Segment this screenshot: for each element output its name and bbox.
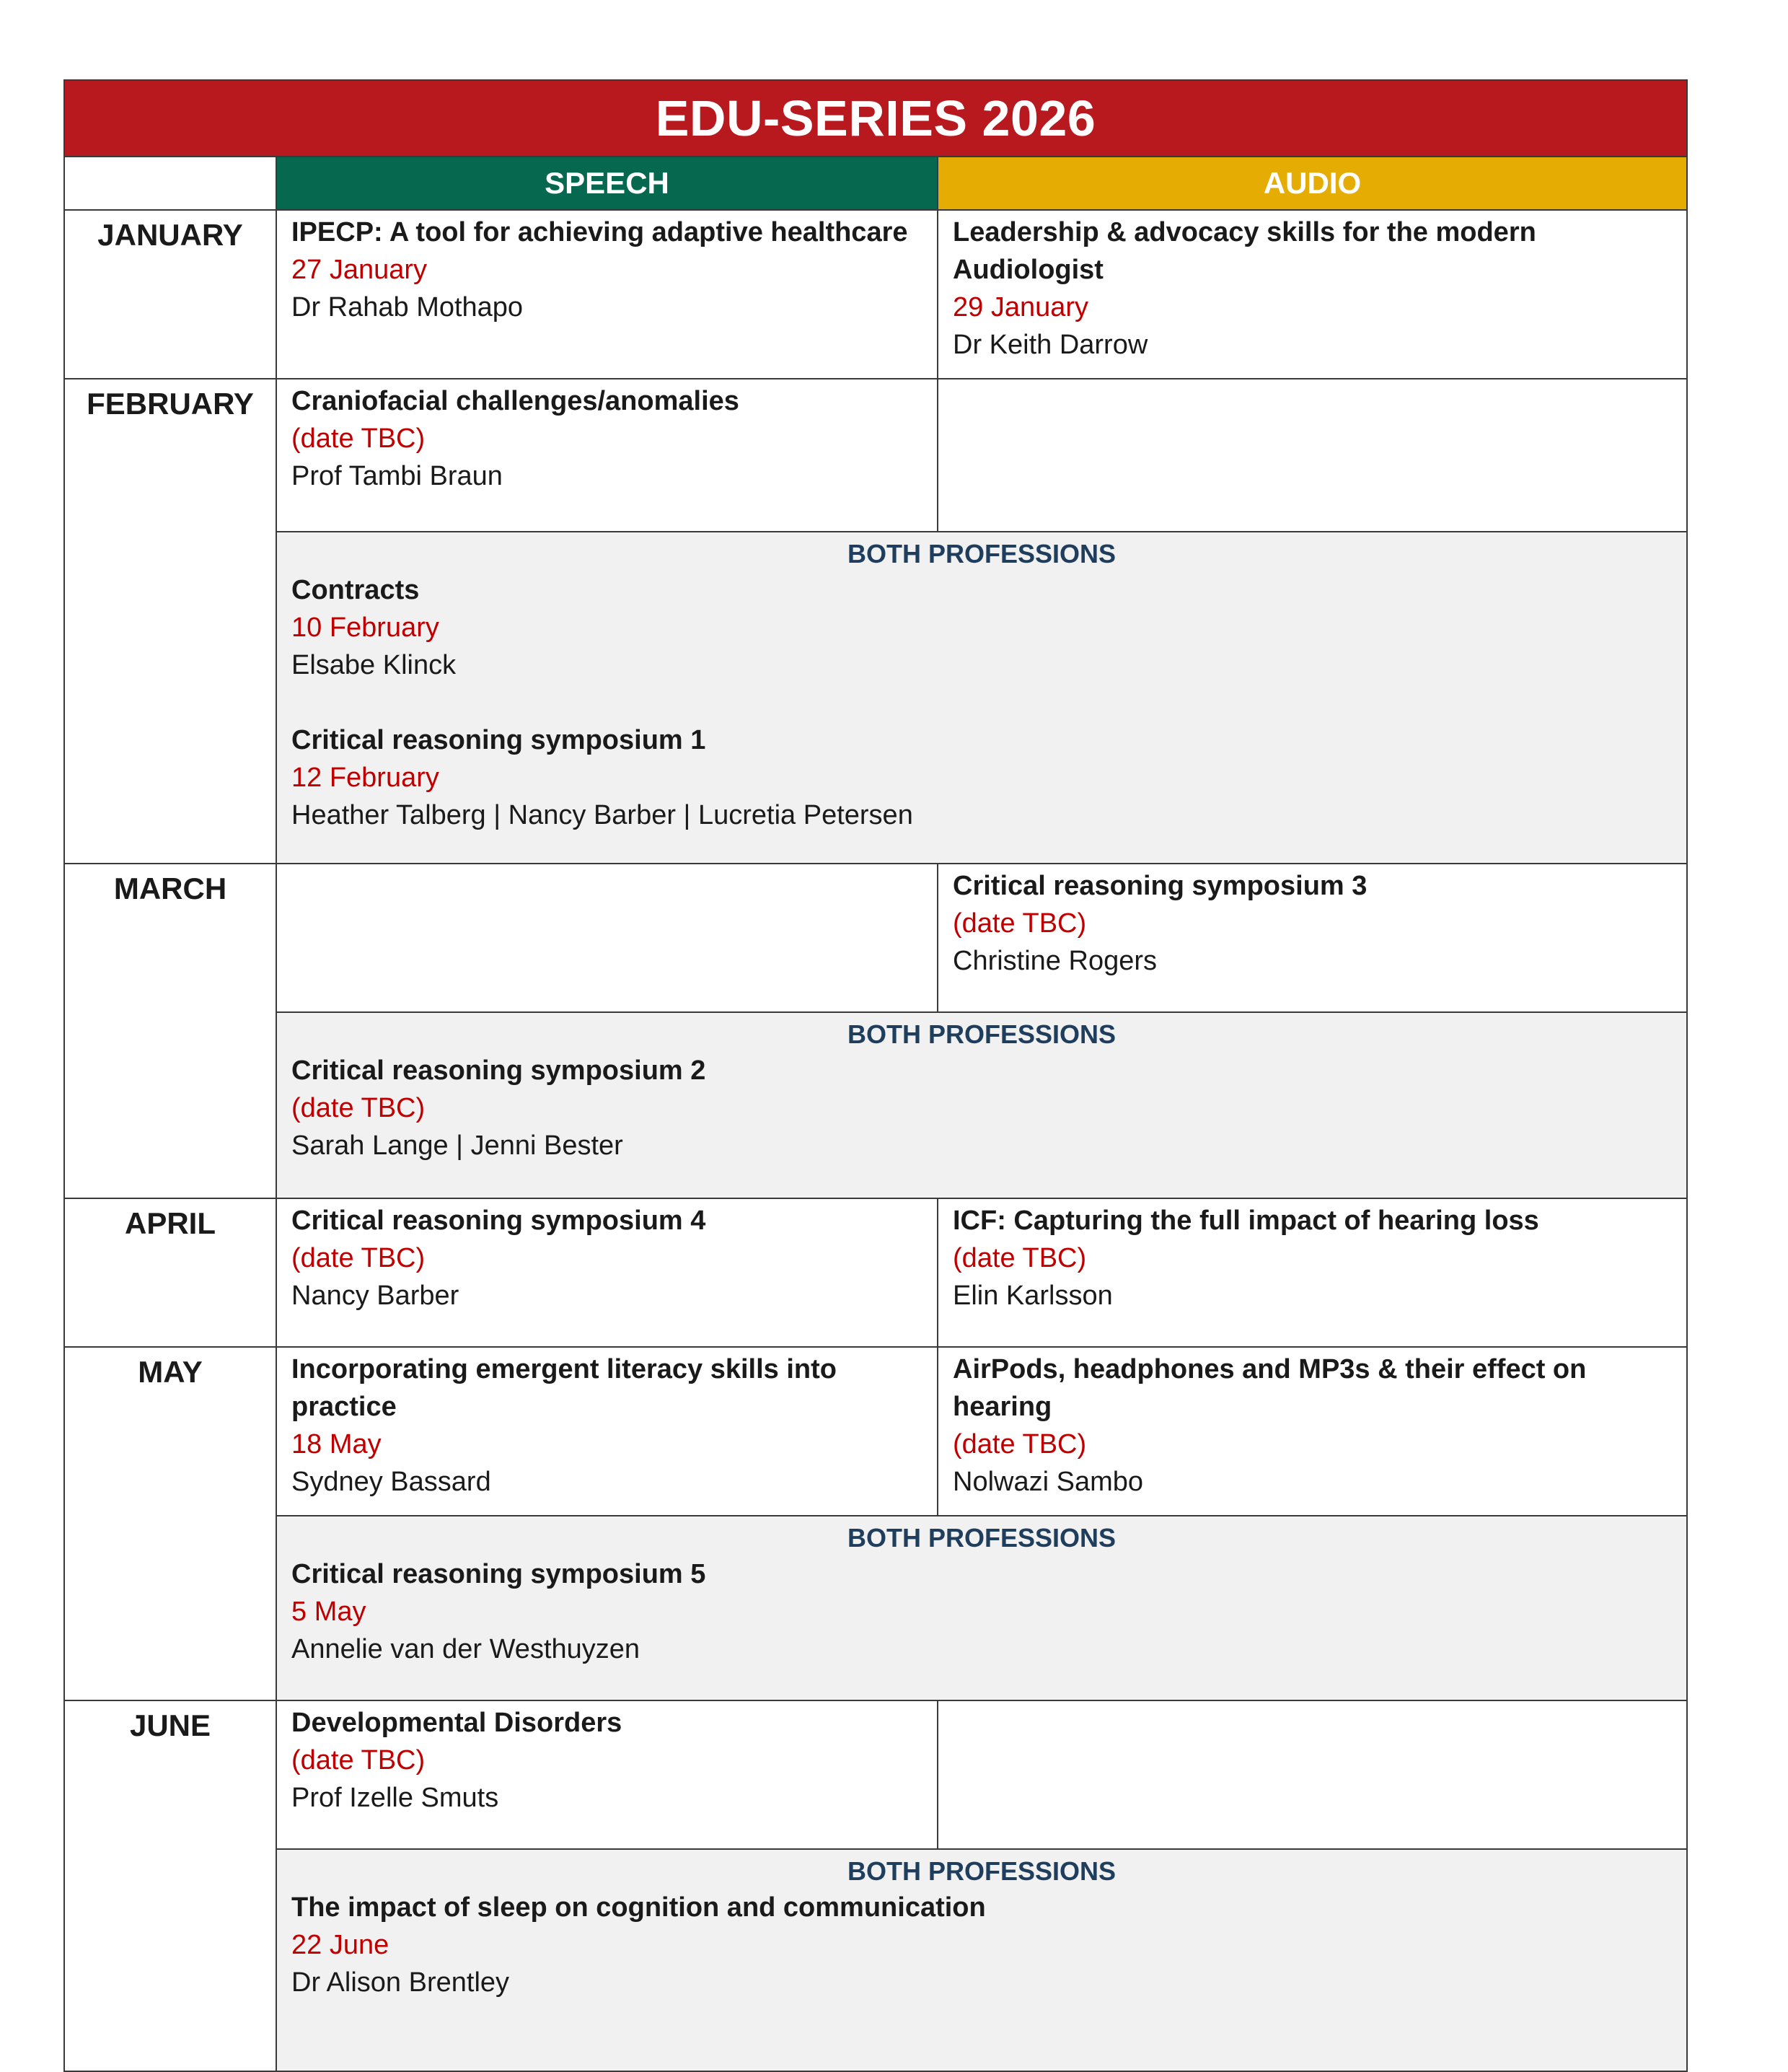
event-speaker: Heather Talberg | Nancy Barber | Lucretia Petersen (291, 800, 913, 830)
event-speaker: Prof Izelle Smuts (291, 1783, 499, 1813)
event-date: (date TBC) (291, 1745, 426, 1775)
event (953, 214, 1672, 364)
audio-cell-march (938, 864, 1687, 1012)
event-title: Leadership & advocacy skills for the modern Audiologist (953, 217, 1536, 285)
event-date: 12 February (291, 763, 439, 793)
both-professions-label: BOTH PROFESSIONS (847, 1019, 1117, 1049)
event-speaker: Annelie van der Westhuyzen (291, 1634, 640, 1664)
event (953, 867, 1672, 980)
event-date: 10 February (291, 613, 439, 643)
event (291, 721, 1672, 834)
event-title: AirPods, headphones and MP3s & their effect on hearing (953, 1354, 1587, 1422)
event-speaker: Dr Rahab Mothapo (291, 292, 524, 322)
speech-cell-march-empty (276, 864, 938, 1012)
speech-cell-february (276, 379, 938, 532)
month-january: JANUARY (64, 210, 276, 379)
event-title: Craniofacial challenges/anomalies (291, 386, 739, 416)
event (291, 571, 1672, 684)
event-title: Critical reasoning symposium 3 (953, 871, 1368, 901)
event-speaker: Nolwazi Sambo (953, 1467, 1143, 1497)
event-date: 29 January (953, 292, 1089, 322)
month-february: FEBRUARY (64, 379, 276, 864)
month-april: APRIL (64, 1198, 276, 1347)
event-date: (date TBC) (291, 423, 426, 454)
edu-series-table (63, 79, 1688, 2072)
event-title: Critical reasoning symposium 4 (291, 1206, 706, 1236)
event-speaker: Sarah Lange | Jenni Bester (291, 1131, 623, 1161)
event (291, 1704, 922, 1817)
both-professions-label: BOTH PROFESSIONS (847, 1523, 1117, 1553)
event-title: Critical reasoning symposium 5 (291, 1559, 706, 1589)
event (291, 1351, 922, 1501)
event (953, 1202, 1672, 1314)
speech-cell-april (276, 1198, 938, 1347)
event-date: (date TBC) (953, 908, 1087, 939)
event-date: 22 June (291, 1930, 389, 1960)
event (291, 1889, 1672, 2001)
audio-cell-february-empty (938, 379, 1687, 532)
speech-cell-january (276, 210, 938, 379)
event-title: The impact of sleep on cognition and communication (291, 1892, 986, 1923)
event-speaker: Christine Rogers (953, 946, 1157, 976)
audio-cell-may (938, 1347, 1687, 1516)
both-professions-cell-may (276, 1516, 1687, 1700)
month-may: MAY (64, 1347, 276, 1700)
event (291, 1202, 922, 1314)
audio-column-header: AUDIO (938, 157, 1687, 210)
event-date: (date TBC) (953, 1429, 1087, 1459)
speech-cell-may (276, 1347, 938, 1516)
both-professions-cell-june (276, 1849, 1687, 2071)
event-date: 27 January (291, 255, 428, 285)
event-title: Incorporating emergent literacy skills into practice (291, 1354, 837, 1422)
month-column-header (64, 157, 276, 210)
event (291, 214, 922, 326)
audio-cell-april (938, 1198, 1687, 1347)
event-title: ICF: Capturing the full impact of hearing loss (953, 1206, 1539, 1236)
event-date: 18 May (291, 1429, 382, 1459)
event-speaker: Elin Karlsson (953, 1281, 1113, 1311)
event-title: Contracts (291, 575, 420, 605)
event-date: (date TBC) (291, 1093, 426, 1123)
event (291, 1555, 1672, 1668)
page-title: EDU-SERIES 2026 (64, 80, 1687, 157)
both-professions-cell-february (276, 532, 1687, 864)
event-title: Critical reasoning symposium 2 (291, 1055, 706, 1086)
event-date: (date TBC) (953, 1243, 1087, 1273)
month-march: MARCH (64, 864, 276, 1198)
month-june: JUNE (64, 1700, 276, 2071)
event-date: (date TBC) (291, 1243, 426, 1273)
event-title: Developmental Disorders (291, 1708, 622, 1738)
event (291, 1052, 1672, 1164)
both-professions-label: BOTH PROFESSIONS (847, 1856, 1117, 1886)
both-professions-cell-march (276, 1012, 1687, 1198)
event-date: 5 May (291, 1597, 366, 1627)
event-speaker: Sydney Bassard (291, 1467, 491, 1497)
event-speaker: Elsabe Klinck (291, 650, 457, 680)
audio-cell-june-empty (938, 1700, 1687, 1849)
speech-column-header: SPEECH (276, 157, 938, 210)
event-speaker: Nancy Barber (291, 1281, 459, 1311)
both-professions-label: BOTH PROFESSIONS (847, 539, 1117, 569)
speech-cell-june (276, 1700, 938, 1849)
event-speaker: Dr Alison Brentley (291, 1967, 510, 1998)
audio-cell-january (938, 210, 1687, 379)
event-speaker: Dr Keith Darrow (953, 330, 1148, 360)
event-title: IPECP: A tool for achieving adaptive healthcare (291, 217, 908, 247)
event (953, 1351, 1672, 1501)
event-title: Critical reasoning symposium 1 (291, 725, 706, 755)
event (291, 382, 922, 495)
event-speaker: Prof Tambi Braun (291, 461, 503, 491)
